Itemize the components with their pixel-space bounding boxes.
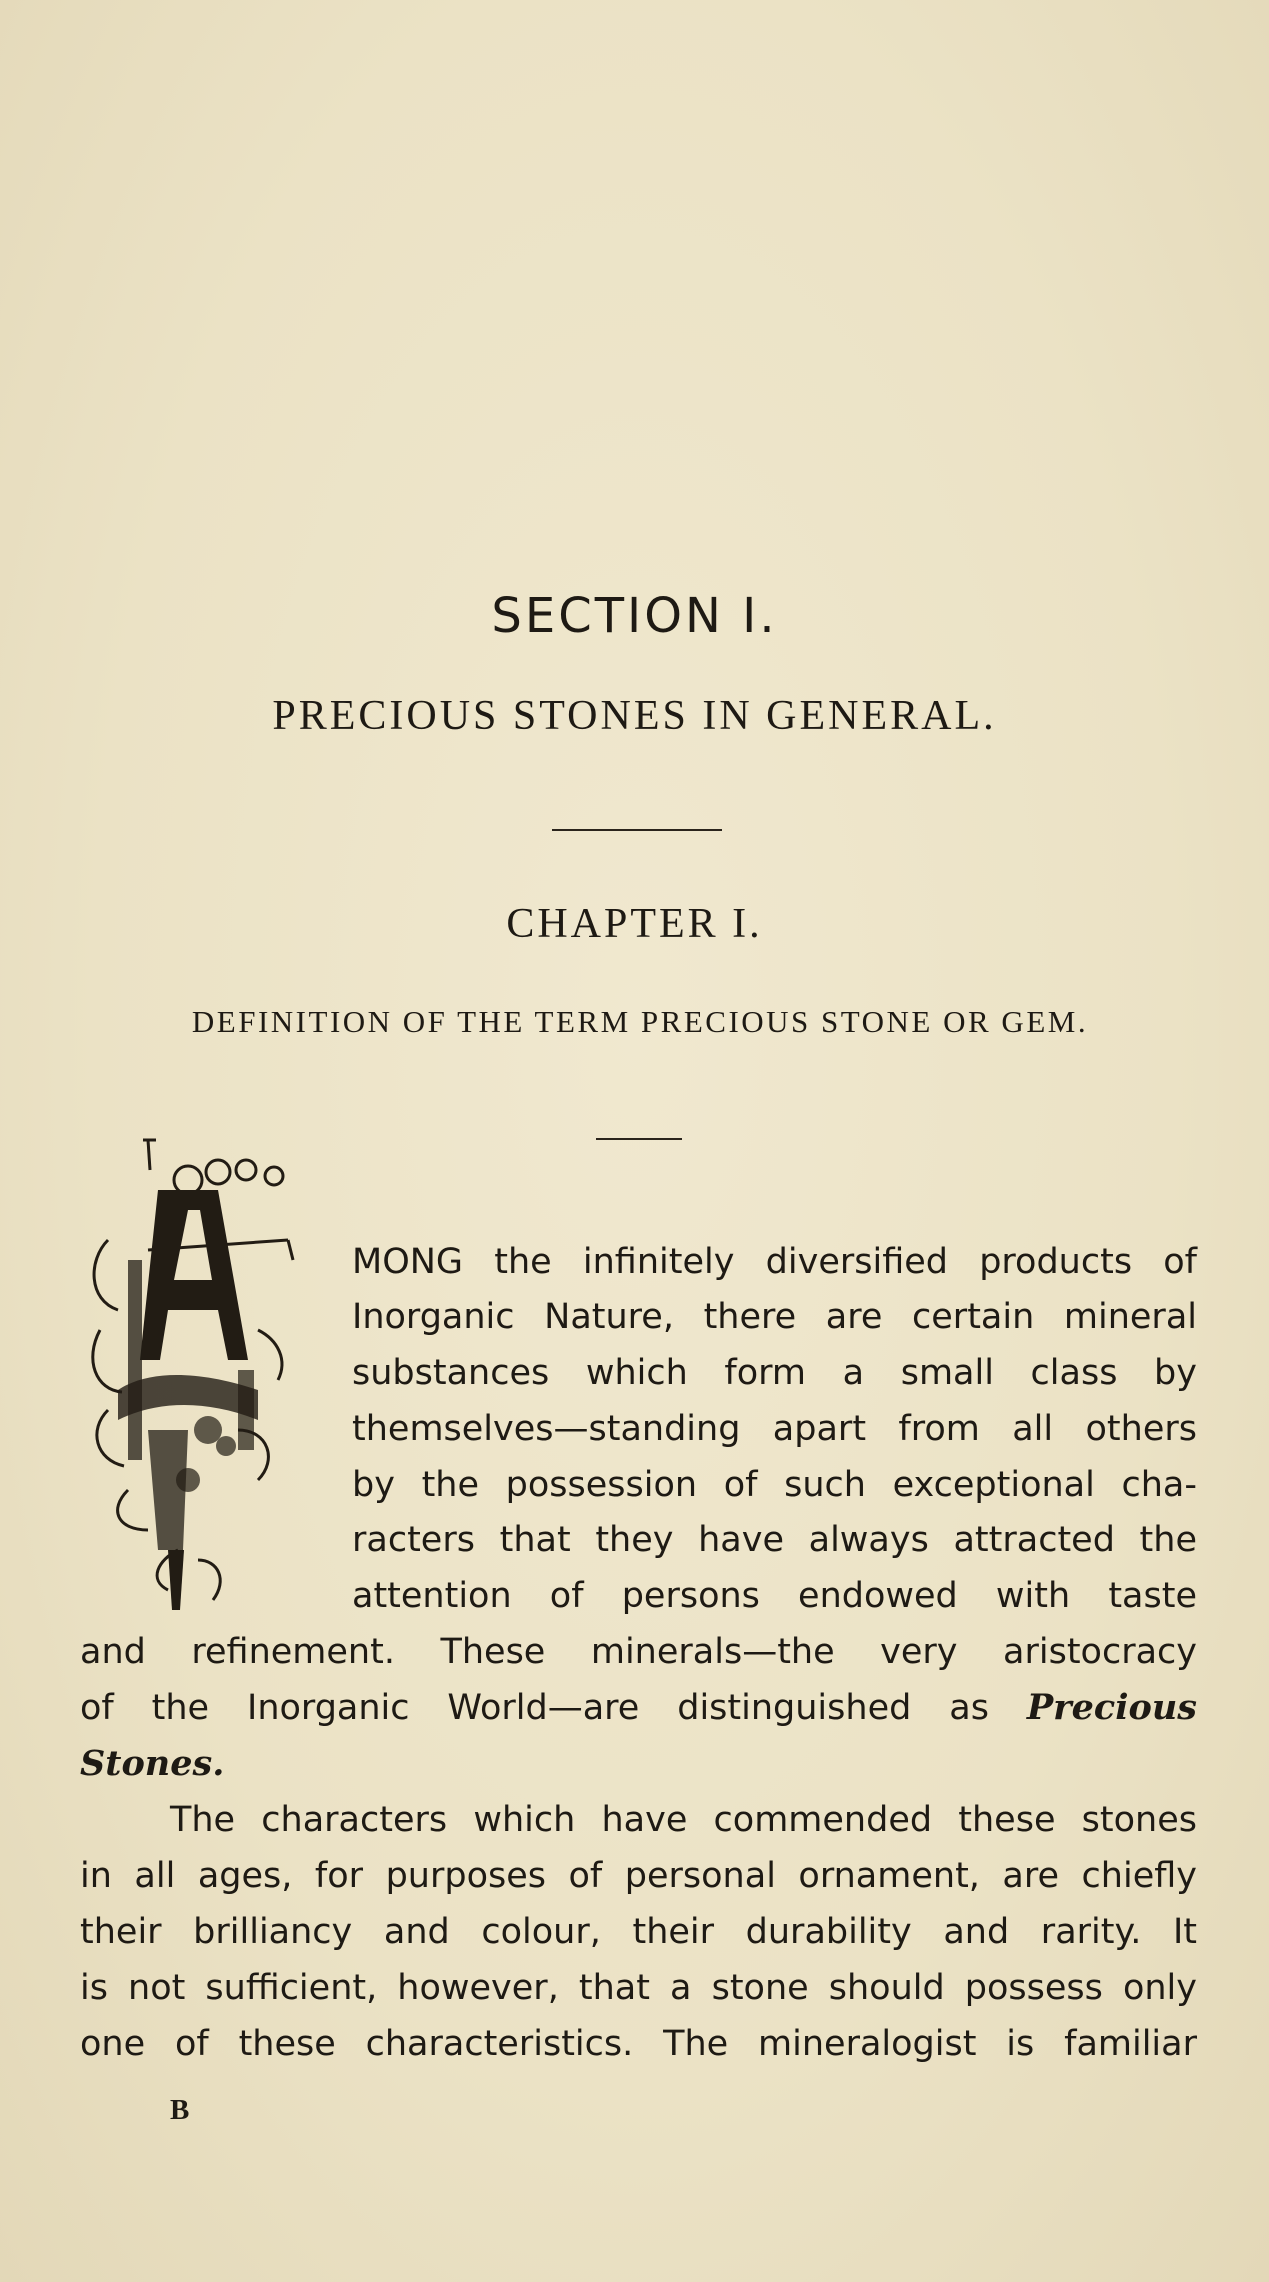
text-line: by the possession of such exceptional cha- <box>352 1465 1197 1505</box>
text-line: The characters which have commended these stones <box>170 1800 1197 1840</box>
divider-rule-short <box>596 1138 682 1140</box>
chapter-subtitle: DEFINITION OF THE TERM PRECIOUS STONE OR GEM. <box>191 1004 1089 1039</box>
text-line: one of these characteristics. The mineralogist is familiar <box>80 2024 1197 2064</box>
section-title: SECTION I. <box>491 588 778 644</box>
text-line: themselves—standing apart from all others <box>352 1409 1197 1449</box>
text-line: attention of persons endowed with taste <box>352 1576 1197 1616</box>
chapter-title: CHAPTER I. <box>506 901 763 947</box>
italic-term: Stones. <box>80 1743 225 1784</box>
section-subtitle: PRECIOUS STONES IN GENERAL. <box>272 693 997 739</box>
text-line: is not sufficient, however, that a stone should possess only <box>80 1968 1197 2008</box>
signature-mark: B <box>170 2094 190 2126</box>
italic-term: Precious <box>1026 1687 1197 1728</box>
text-line: and refinement. These minerals—the very aristocracy <box>80 1632 1197 1672</box>
text-line: MONG the infinitely diversified products of <box>352 1242 1197 1282</box>
text-line <box>80 1688 1197 1728</box>
text-line <box>80 1744 1197 1784</box>
divider-rule <box>552 829 722 831</box>
text-line: substances which form a small class by <box>352 1353 1197 1393</box>
text-line: their brilliancy and colour, their durability and rarity. It <box>80 1912 1197 1952</box>
text-line: racters that they have always attracted the <box>352 1520 1197 1560</box>
text-line: in all ages, for purposes of personal ornament, are chiefly <box>80 1856 1197 1896</box>
text-span: of the Inorganic World—are distinguished as <box>80 1688 989 1728</box>
ornamental-initial-icon <box>88 1130 316 1620</box>
text-line: Inorganic Nature, there are certain mineral <box>352 1297 1197 1337</box>
